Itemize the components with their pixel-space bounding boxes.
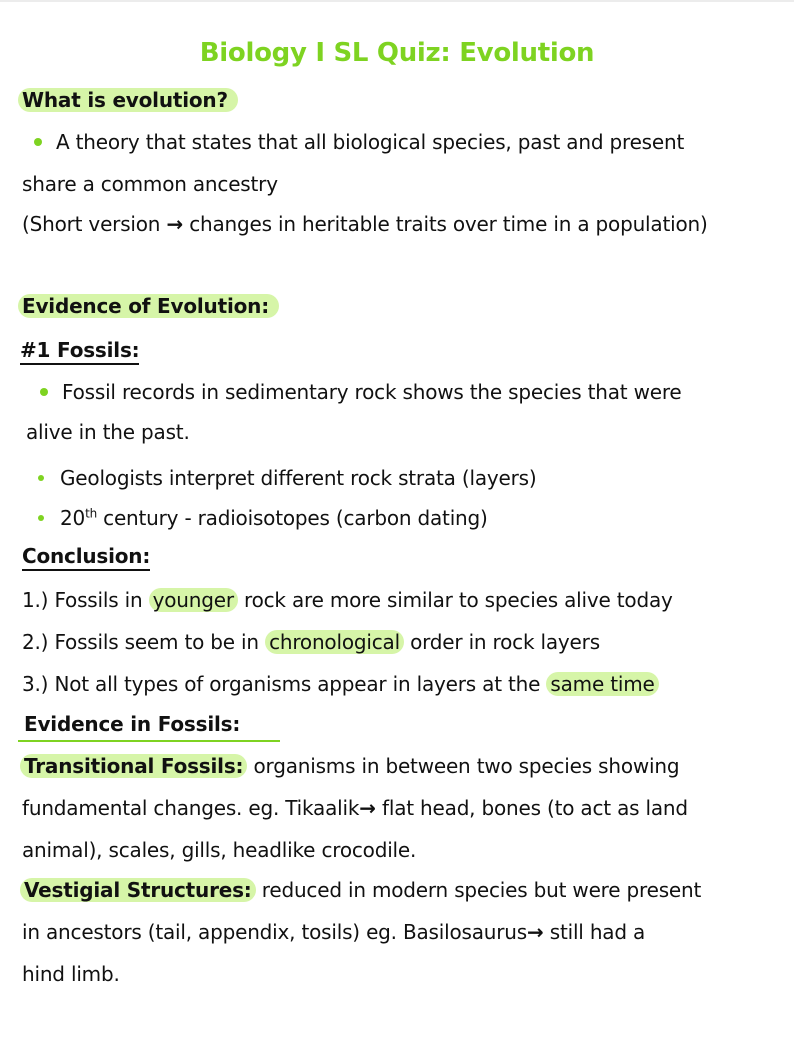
text-line [22,794,688,822]
section-heading-what-is-evolution [18,86,238,114]
text-line: animal), scales, gills, headlike crocodile. [22,838,417,862]
text-span: reduced in modern species but were present [255,878,702,902]
text-line [22,210,708,238]
subheading-text: #1 Fossils: [20,338,139,365]
subheading-fossils [20,336,139,364]
superscript: th [85,506,97,521]
text-span: 1.) Fossils in [22,588,149,612]
text-span: still had a [543,920,646,944]
right-arrow-icon: → [166,212,184,236]
bullet-text: century - radioisotopes (carbon dating) [96,506,488,530]
text-span: flat head, bones (to act as land [375,796,688,820]
text-span: fundamental changes. eg. Tikaalik [22,796,360,820]
text-line: hind limb. [22,962,120,986]
page-title: Biology I SL Quiz: Evolution [199,38,595,68]
bullet-dot-icon [40,388,48,396]
term-label: Vestigial Structures: [20,878,256,902]
bullet-text: A theory that states that all biological species, past and present [56,130,685,154]
term-label: Transitional Fossils: [20,754,247,778]
green-underline [18,740,280,742]
top-divider [0,0,794,2]
text-line: share a common ancestry [22,172,278,196]
text-span: 2.) Fossils seem to be in [22,630,266,654]
list-item [22,670,659,698]
right-arrow-icon: → [359,796,376,820]
text-span: organisms in between two species showing [247,754,680,778]
heading-highlight: What is evolution? [18,88,238,112]
list-item [22,586,673,614]
list-item [38,504,488,532]
bullet-text: Fossil records in sedimentary rock shows the species that were [62,380,682,404]
text-line [20,876,701,904]
highlighted-word: younger [149,588,238,612]
list-item [34,128,684,156]
bullet-text: 20 [60,506,86,530]
text-line [22,918,645,946]
subheading-conclusion [22,542,150,570]
right-arrow-icon: → [527,920,544,944]
text-span: order in rock layers [403,630,600,654]
text-span: 3.) Not all types of organisms appear in layers at the [22,672,547,696]
text-span: rock are more similar to species alive today [237,588,673,612]
text-span: (Short version [22,212,161,236]
highlighted-word: chronological [265,630,404,654]
section-heading-evidence [18,292,279,320]
text-span: changes in heritable traits over time in a population) [189,212,708,236]
bullet-text: Geologists interpret different rock strata (layers) [60,466,537,490]
bullet-dot-icon [34,138,42,146]
bullet-dot-icon [38,475,44,481]
text-line: alive in the past. [26,420,190,444]
text-span: in ancestors (tail, appendix, tosils) eg. Basilosaurus [22,920,528,944]
subheading-evidence-in-fossils: Evidence in Fossils: [24,712,241,736]
bullet-dot-icon [38,515,44,521]
subheading-text: Conclusion: [22,544,150,571]
list-item [40,378,682,406]
list-item [38,464,536,492]
highlighted-word: same time [546,672,658,696]
list-item [22,628,600,656]
text-line [20,752,679,780]
heading-highlight: Evidence of Evolution: [18,294,279,318]
